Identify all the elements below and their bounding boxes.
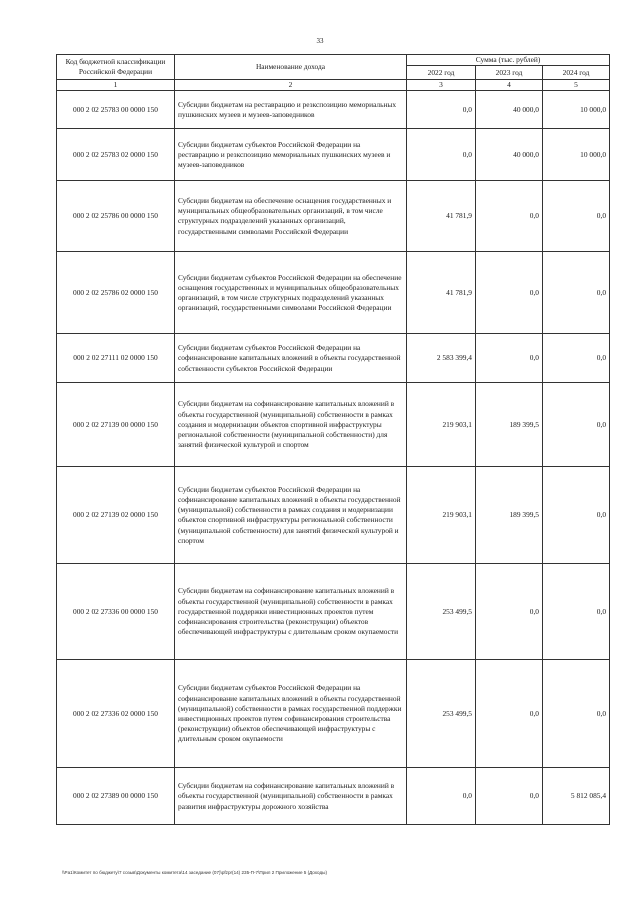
amount-2022: 2 583 399,4	[407, 334, 476, 383]
amount-2023: 0,0	[476, 564, 543, 660]
amount-2024: 0,0	[543, 181, 610, 252]
amount-2024: 10 000,0	[543, 91, 610, 129]
budget-code: 000 2 02 27336 02 0000 150	[57, 660, 175, 768]
table-row	[57, 768, 610, 825]
revenue-name: Субсидии бюджетам на обеспечение оснащения государственных и муниципальных общеобразовательных организаций, в том числе структурных подразделений указанных организаций, государственными символами Российской Федерации	[175, 181, 407, 252]
header-year-2024: 2024 год	[543, 66, 610, 80]
budget-code: 000 2 02 27139 02 0000 150	[57, 467, 175, 564]
amount-2023: 0,0	[476, 252, 543, 334]
amount-2022: 0,0	[407, 768, 476, 825]
footer-file-path: \\Pa1\Комитет по бюджету\7 созыв\Документы комитета\14 заседание (07)\pfzpr(14) 235-П-7\Прил 2 Приложение 5 (Доходы)	[62, 870, 328, 875]
amount-2023: 40 000,0	[476, 91, 543, 129]
header-name: Наименование дохода	[175, 55, 407, 80]
budget-code: 000 2 02 27111 02 0000 150	[57, 334, 175, 383]
amount-2023: 40 000,0	[476, 129, 543, 181]
column-number: 1	[57, 80, 175, 91]
amount-2022: 253 499,5	[407, 660, 476, 768]
table-row	[57, 467, 610, 564]
amount-2023: 189 399,5	[476, 467, 543, 564]
amount-2022: 41 781,9	[407, 252, 476, 334]
amount-2023: 0,0	[476, 181, 543, 252]
table-row	[57, 660, 610, 768]
table-row	[57, 252, 610, 334]
amount-2024: 0,0	[543, 467, 610, 564]
revenue-name: Субсидии бюджетам на реставрацию и резкспозицию мемориальных пушкинских музеев и музеев-заповедников	[175, 91, 407, 129]
revenue-name: Субсидии бюджетам субъектов Российской Федерации на софинансирование капитальных вложений в объекты государственной (муниципальной) собственности в рамках государственной поддержки инвестиционных проектов путем софинансирования строительства (реконструкции) объектов обеспечивающей инфраструктуры с длительным сроком окупаемости	[175, 660, 407, 768]
table-row	[57, 383, 610, 467]
table-row	[57, 91, 610, 129]
table-row	[57, 564, 610, 660]
amount-2022: 0,0	[407, 129, 476, 181]
table-row	[57, 334, 610, 383]
budget-code: 000 2 02 25786 00 0000 150	[57, 181, 175, 252]
header-year-2022: 2022 год	[407, 66, 476, 80]
revenue-table	[56, 54, 610, 825]
amount-2023: 189 399,5	[476, 383, 543, 467]
amount-2024: 5 812 085,4	[543, 768, 610, 825]
amount-2024: 0,0	[543, 334, 610, 383]
amount-2023: 0,0	[476, 660, 543, 768]
amount-2022: 219 903,1	[407, 467, 476, 564]
revenue-name: Субсидии бюджетам на софинансирование капитальных вложений в объекты государственной (муниципальной) собственности в рамках развития инфраструктуры дорожного хозяйства	[175, 768, 407, 825]
amount-2024: 0,0	[543, 660, 610, 768]
budget-code: 000 2 02 27139 00 0000 150	[57, 383, 175, 467]
budget-code: 000 2 02 27336 00 0000 150	[57, 564, 175, 660]
amount-2022: 0,0	[407, 91, 476, 129]
table-row	[57, 129, 610, 181]
budget-code: 000 2 02 25786 02 0000 150	[57, 252, 175, 334]
header-code: Код бюджетной классификации Российской Федерации	[57, 55, 175, 80]
amount-2023: 0,0	[476, 334, 543, 383]
amount-2024: 0,0	[543, 252, 610, 334]
amount-2022: 219 903,1	[407, 383, 476, 467]
budget-code: 000 2 02 25783 02 0000 150	[57, 129, 175, 181]
revenue-name: Субсидии бюджетам на софинансирование капитальных вложений в объекты государственной (муниципальной) собственности в рамках создания и модернизации объектов спортивной инфраструктуры региональной собственности (муниципальной собственности) для занятий физической культурой и спортом	[175, 383, 407, 467]
amount-2024: 0,0	[543, 383, 610, 467]
column-number: 5	[543, 80, 610, 91]
column-number: 4	[476, 80, 543, 91]
table-row	[57, 181, 610, 252]
amount-2022: 253 499,5	[407, 564, 476, 660]
column-number: 2	[175, 80, 407, 91]
amount-2024: 0,0	[543, 564, 610, 660]
page-number: 33	[316, 37, 324, 45]
revenue-name: Субсидии бюджетам на софинансирование капитальных вложений в объекты государственной (муниципальной) собственности в рамках государственной поддержки инвестиционных проектов путем софинансирования строительства (реконструкции) объектов обеспечивающей инфраструктуры с длительным сроком окупаемости	[175, 564, 407, 660]
revenue-name: Субсидии бюджетам субъектов Российской Федерации на софинансирование капитальных вложений в объекты государственной собственности субъектов Российской Федерации	[175, 334, 407, 383]
amount-2024: 10 000,0	[543, 129, 610, 181]
header-year-2023: 2023 год	[476, 66, 543, 80]
budget-code: 000 2 02 27389 00 0000 150	[57, 768, 175, 825]
amount-2023: 0,0	[476, 768, 543, 825]
column-number: 3	[407, 80, 476, 91]
header-sum: Сумма (тыс. рублей)	[407, 55, 610, 66]
revenue-name: Субсидии бюджетам субъектов Российской Федерации на софинансирование капитальных вложений в объекты государственной (муниципальной) собственности в рамках создания и модернизации объектов спортивной инфраструктуры региональной собственности (муниципальной собственности) для занятий физической культурой и спортом	[175, 467, 407, 564]
revenue-name: Субсидии бюджетам субъектов Российской Федерации на обеспечение оснащения государственных и муниципальных общеобразовательных организаций, в том числе структурных подразделений указанных организаций, государственными символами Российской Федерации	[175, 252, 407, 334]
amount-2022: 41 781,9	[407, 181, 476, 252]
revenue-name: Субсидии бюджетам субъектов Российской Федерации на реставрацию и резкспозицию мемориальных пушкинских музеев и музеев-заповедников	[175, 129, 407, 181]
budget-code: 000 2 02 25783 00 0000 150	[57, 91, 175, 129]
